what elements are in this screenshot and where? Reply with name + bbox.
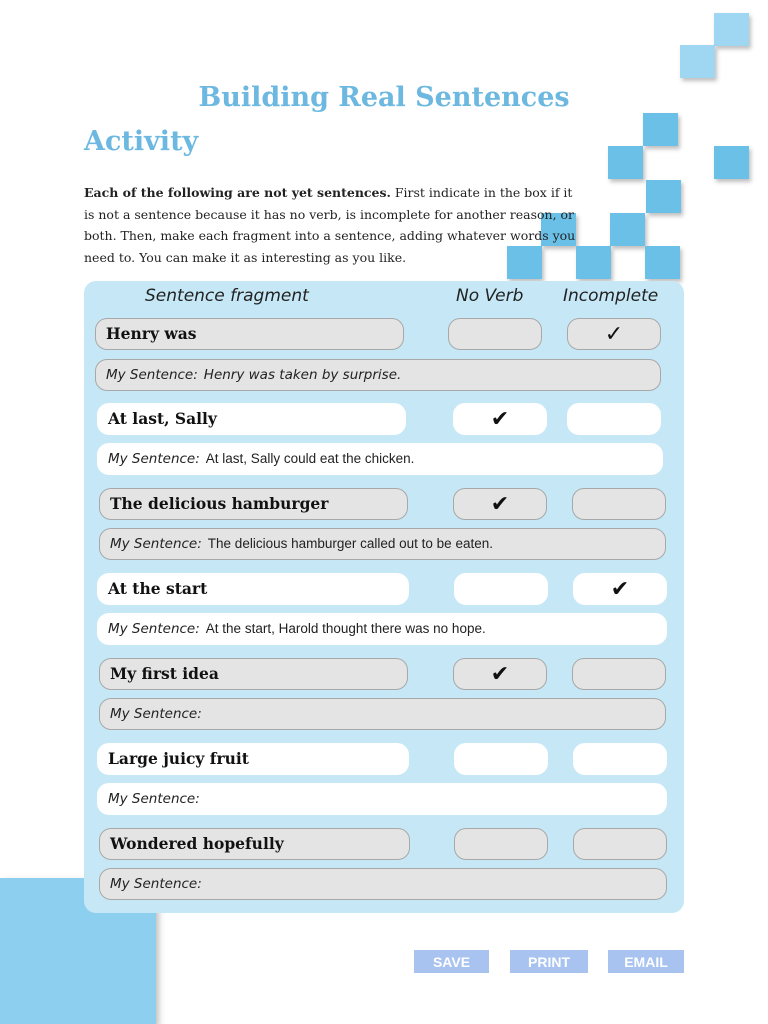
no-verb-checkbox[interactable]: [454, 573, 548, 605]
fragment-field: At the start: [97, 573, 409, 605]
header-sentence-fragment: Sentence fragment: [145, 286, 309, 306]
no-verb-checkbox[interactable]: [448, 318, 542, 350]
instructions-text: First indicate in the box if it is not a sentence because it has no verb, is incomplete for another reason, or both. Then, make each fragment into a sentence, adding whatever words you need to. You can make it as interesting as you like.: [84, 185, 576, 265]
save-button[interactable]: SAVE: [414, 950, 489, 973]
decorative-square: [608, 146, 643, 179]
my-sentence-field[interactable]: [97, 613, 667, 645]
page-subtitle: Activity: [84, 126, 199, 157]
my-sentence-field[interactable]: [99, 698, 666, 730]
fragment-field: At last, Sally: [97, 403, 406, 435]
my-sentence-label: My Sentence:: [110, 706, 202, 722]
no-verb-checkbox[interactable]: ✔: [453, 488, 547, 520]
my-sentence-label: My Sentence:: [106, 367, 198, 383]
my-sentence-label: My Sentence:: [108, 621, 200, 637]
incomplete-checkbox[interactable]: [573, 828, 667, 860]
my-sentence-field[interactable]: [99, 868, 667, 900]
incomplete-checkbox[interactable]: [572, 488, 666, 520]
fragment-field: The delicious hamburger: [99, 488, 408, 520]
no-verb-checkbox[interactable]: [454, 743, 548, 775]
my-sentence-label: My Sentence:: [110, 536, 202, 552]
page-title: Building Real Sentences: [198, 82, 570, 113]
fragment-field: Large juicy fruit: [97, 743, 409, 775]
incomplete-checkbox[interactable]: [567, 403, 661, 435]
print-button[interactable]: PRINT: [510, 950, 588, 973]
decorative-square: [610, 213, 645, 246]
my-sentence-field[interactable]: [97, 783, 667, 815]
instructions-bold: Each of the following are not yet sentences.: [84, 185, 391, 200]
header-incomplete: Incomplete: [563, 286, 659, 306]
decorative-square: [714, 146, 749, 179]
incomplete-checkbox[interactable]: ✔: [573, 573, 667, 605]
no-verb-checkbox[interactable]: [454, 828, 548, 860]
decorative-square: [643, 113, 678, 146]
my-sentence-value: Henry was taken by surprise.: [203, 367, 402, 383]
incomplete-checkbox[interactable]: ✓: [567, 318, 661, 350]
fragment-field: Henry was: [95, 318, 404, 350]
incomplete-checkbox[interactable]: [572, 658, 666, 690]
my-sentence-label: My Sentence:: [108, 451, 200, 467]
header-no-verb: No Verb: [456, 286, 524, 306]
decorative-square: [645, 246, 680, 279]
my-sentence-value: The delicious hamburger called out to be eaten.: [207, 536, 493, 551]
incomplete-checkbox[interactable]: [573, 743, 667, 775]
my-sentence-field[interactable]: [97, 443, 663, 475]
decorative-square: [646, 180, 681, 213]
fragment-field: My first idea: [99, 658, 408, 690]
decorative-square: [680, 45, 715, 78]
fragment-field: Wondered hopefully: [99, 828, 410, 860]
email-button[interactable]: EMAIL: [608, 950, 684, 973]
my-sentence-label: My Sentence:: [108, 791, 200, 807]
no-verb-checkbox[interactable]: ✔: [453, 658, 547, 690]
my-sentence-value: At last, Sally could eat the chicken.: [205, 451, 415, 466]
my-sentence-field[interactable]: [99, 528, 666, 560]
my-sentence-label: My Sentence:: [110, 876, 202, 892]
my-sentence-field[interactable]: [95, 359, 661, 391]
my-sentence-value: At the start, Harold thought there was no hope.: [205, 621, 486, 636]
instructions: [84, 182, 584, 268]
decorative-square: [714, 13, 749, 46]
no-verb-checkbox[interactable]: ✔: [453, 403, 547, 435]
